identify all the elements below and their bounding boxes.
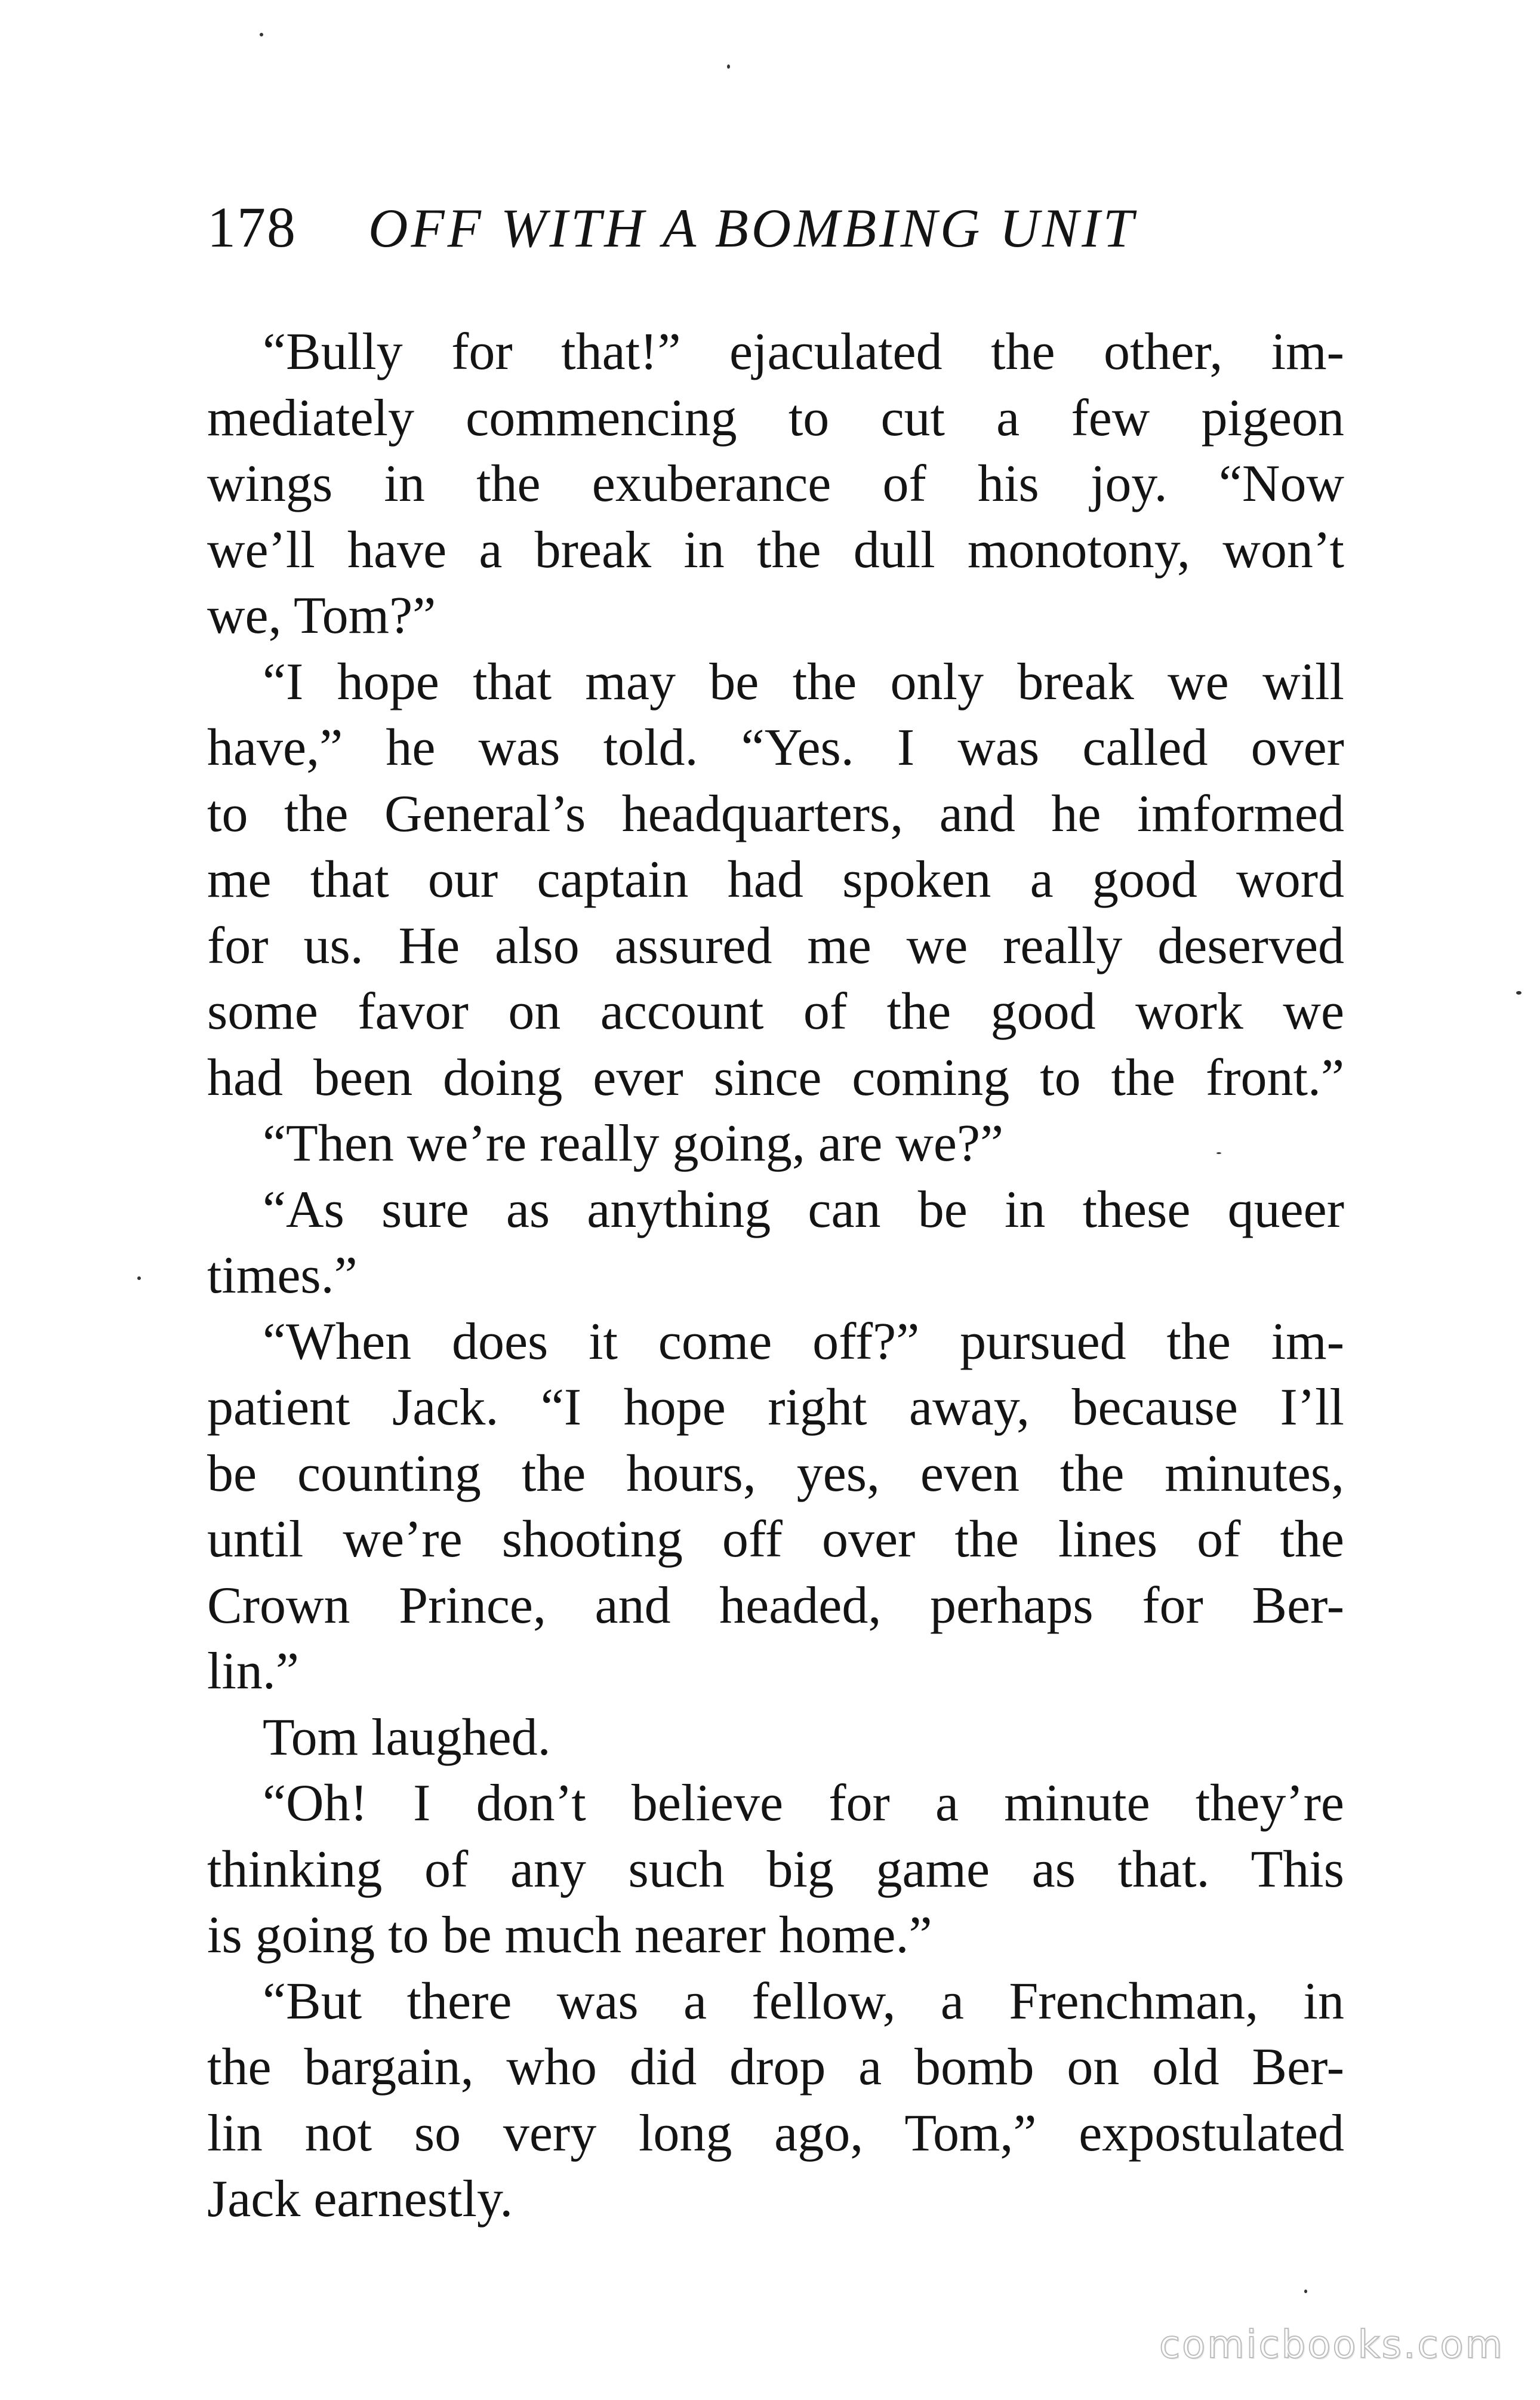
text-line: lin.” <box>207 1642 299 1700</box>
text-line: the bargain, who did drop a bomb on old Ber- <box>207 2038 1344 2096</box>
scan-speck <box>137 1276 141 1280</box>
body-text <box>207 319 1344 2233</box>
text-line: have,” he was told. “Yes. I was called over <box>207 719 1344 777</box>
watermark: comicbooks.com <box>1159 2323 1504 2367</box>
text-line: some favor on account of the good work we <box>207 983 1344 1041</box>
text-line: times.” <box>207 1247 358 1304</box>
text-line: “But there was a fellow, a Frenchman, in <box>263 1972 1344 2030</box>
text-line: mediately commencing to cut a few pigeon <box>207 389 1344 447</box>
text-line: is going to be much nearer home.” <box>207 1906 932 1964</box>
text-line: “Bully for that!” ejaculated the other, im- <box>263 323 1344 381</box>
text-line: lin not so very long ago, Tom,” expostulated <box>207 2104 1344 2162</box>
scan-speck <box>1516 991 1521 995</box>
text-line: wings in the exuberance of his joy. “Now <box>207 455 1344 513</box>
text-line: be counting the hours, yes, even the minutes, <box>207 1444 1344 1503</box>
text-line: Tom laughed. <box>263 1708 551 1767</box>
text-line: me that our captain had spoken a good word <box>207 851 1344 909</box>
scan-speck <box>260 33 263 36</box>
scan-speck <box>1304 2290 1307 2293</box>
text-line: patient Jack. “I hope right away, because I’ll <box>207 1379 1344 1436</box>
scan-speck <box>1216 1152 1221 1154</box>
text-line: “I hope that may be the only break we will <box>263 653 1344 711</box>
text-line: “As sure as anything can be in these queer <box>263 1180 1344 1239</box>
text-line: Jack earnestly. <box>207 2170 513 2228</box>
text-line: until we’re shooting off over the lines of the <box>207 1510 1344 1568</box>
text-line: for us. He also assured me we really deserved <box>207 916 1344 975</box>
text-line: had been doing ever since coming to the front.” <box>207 1048 1344 1107</box>
text-line: we’ll have a break in the dull monotony, won’t <box>207 521 1344 579</box>
text-line: thinking of any such big game as that. This <box>207 1840 1344 1899</box>
text-line: “When does it come off?” pursued the im- <box>263 1312 1344 1371</box>
page-number: 178 <box>207 195 297 259</box>
text-line: “Oh! I don’t believe for a minute they’re <box>263 1774 1344 1832</box>
text-line: we, Tom?” <box>207 587 436 645</box>
text-line: Crown Prince, and headed, perhaps for Ber- <box>207 1576 1344 1635</box>
text-line: to the General’s headquarters, and he imformed <box>207 784 1344 843</box>
text-line: “Then we’re really going, are we?” <box>263 1115 1004 1173</box>
scan-speck <box>727 64 730 69</box>
page-header <box>207 194 1341 266</box>
running-title: OFF WITH A BOMBING UNIT <box>368 198 1137 259</box>
